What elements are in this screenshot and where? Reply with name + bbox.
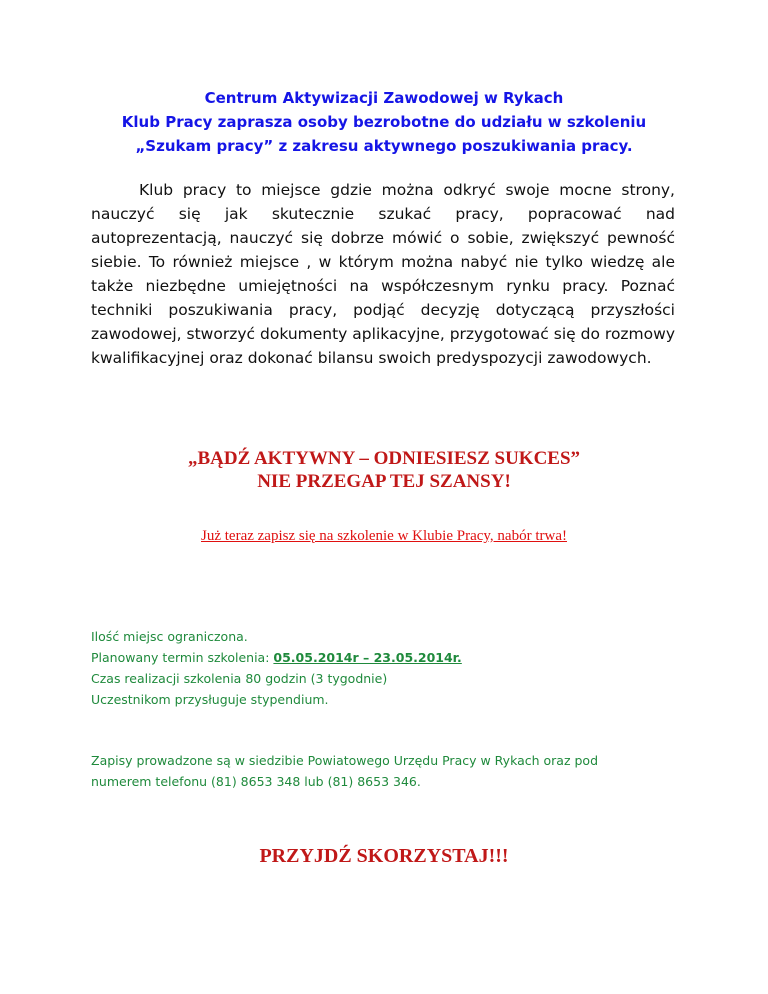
course-duration-text: Czas realizacji szkolenia 80 godzin (3 tygodnie) [91,671,388,686]
closing-call-to-action: PRZYJDŹ SKORZYSTAJ!!! [259,845,509,867]
limited-places-text: Ilość miejsc ograniczona. [91,629,248,644]
header-block [0,86,768,158]
planned-term-dates: 05.05.2014r – 23.05.2014r. [273,650,462,665]
contact-block [91,750,691,792]
stipend-text: Uczestnikom przysługuje stypendium. [91,692,329,707]
planned-term-label: Planowany termin szkolenia: [91,650,274,665]
contact-line-2: numerem telefonu (81) 8653 348 lub (81) 8653 346. [91,774,421,789]
contact-line-1: Zapisy prowadzone są w siedzibie Powiatowego Urzędu Pracy w Rykach oraz pod [91,753,599,768]
header-line-organization: Centrum Aktywizacji Zawodowej w Rykach [204,89,564,107]
planned-term-line [91,647,691,668]
intro-paragraph: Klub pracy to miejsce gdzie można odkryć swoje mocne strony, nauczyć się jak skutecznie szukać pracy, popracować nad autoprezentacją, nauczyć się dobrze mówić o sobie, zwiększyć pewność siebie. To również miejsce , w którym można nabyć nie tylko wiedzę ale także niezbędne umiejętności na współczesnym rynku pracy. Poznać techniki poszukiwania pracy, podjąć decyzję dotyczącą przyszłości zawodowej, stworzyć dokumenty aplikacyjne, przygotować się do rozmowy kwalifikacyjnej oraz dokonać bilansu swoich predyspozycji zawodowych. [91,181,675,367]
header-line-course-title: „Szukam pracy” z zakresu aktywnego poszukiwania pracy. [135,137,633,155]
header-line-invitation: Klub Pracy zaprasza osoby bezrobotne do udziału w szkoleniu [121,113,647,131]
course-info-block [91,626,691,710]
slogan-line-2: NIE PRZEGAP TEJ SZANSY! [257,471,511,492]
enrollment-notice: Już teraz zapisz się na szkolenie w Klubie Pracy, nabór trwa! [201,528,567,544]
slogan-block [0,447,768,493]
slogan-line-1: „BĄDŹ AKTYWNY – ODNIESIESZ SUKCES” [187,448,581,469]
